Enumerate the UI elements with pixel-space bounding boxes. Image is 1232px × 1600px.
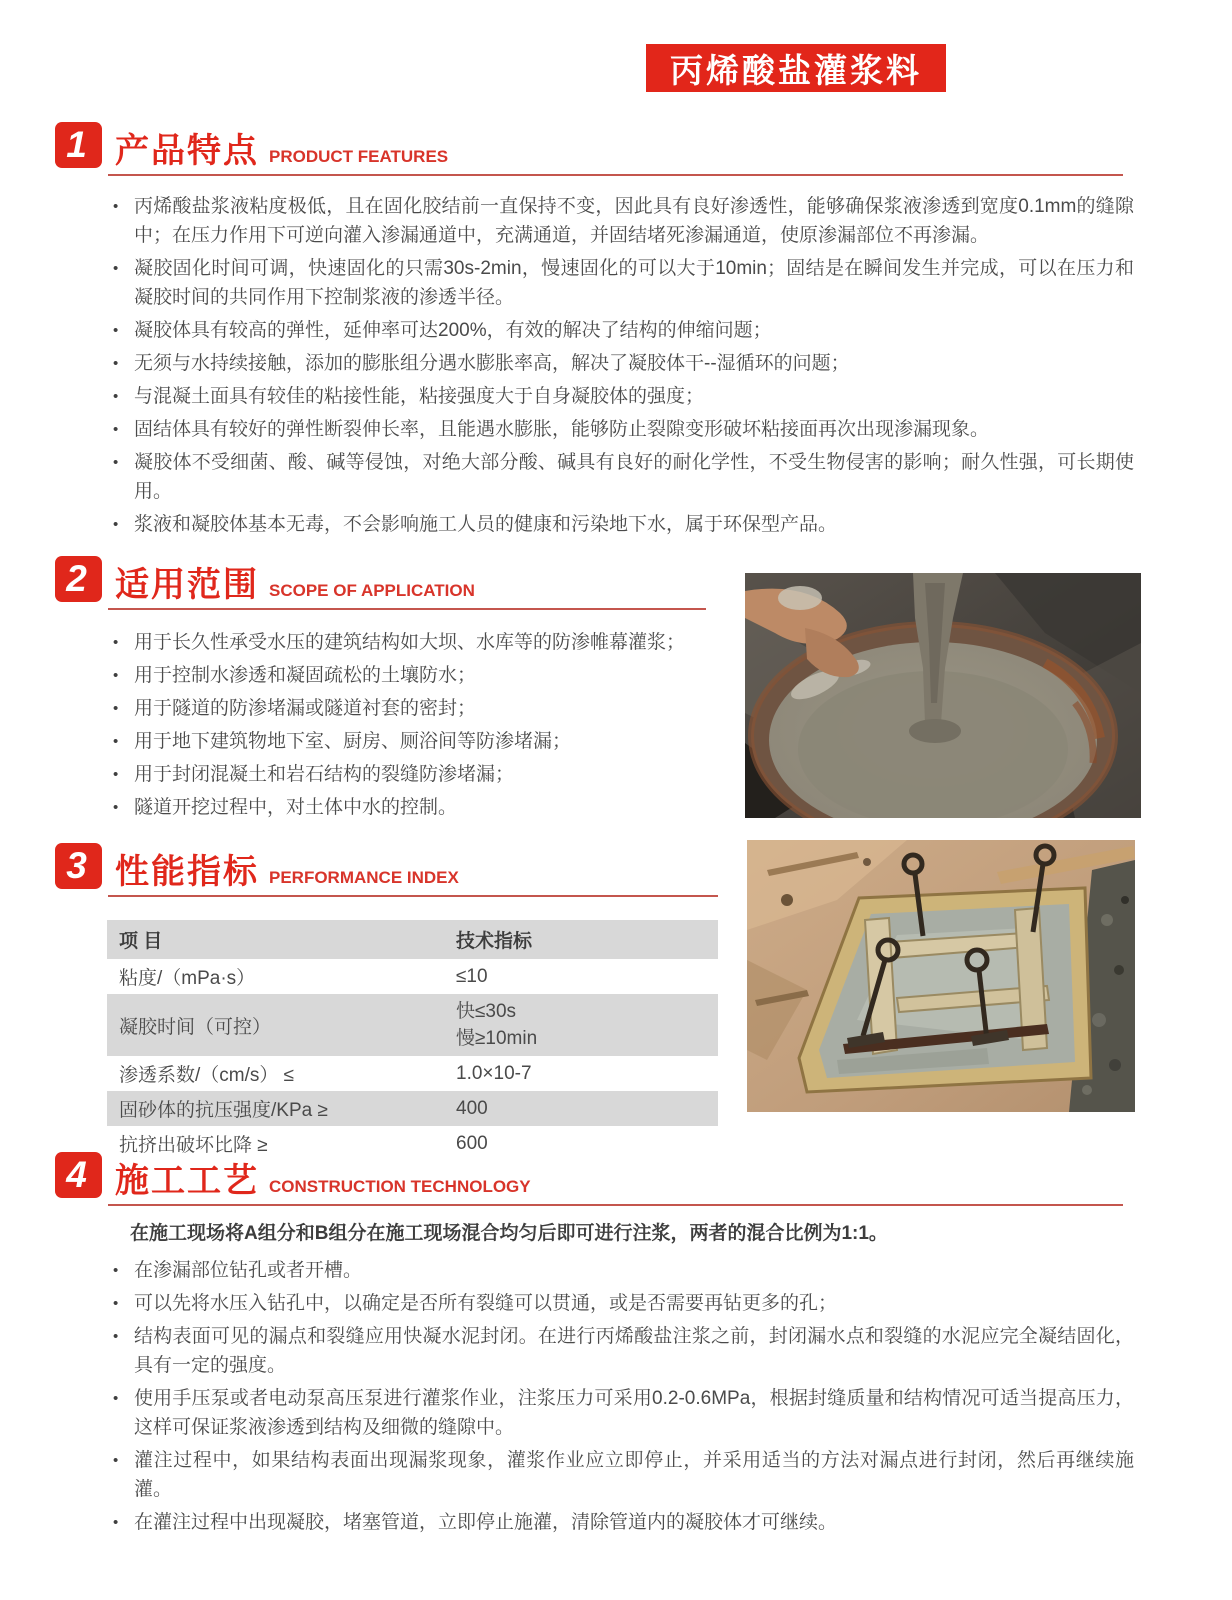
spec-table [107, 920, 718, 1161]
section-title-en: PERFORMANCE INDEX [269, 868, 459, 887]
section-title-en: SCOPE OF APPLICATION [269, 581, 475, 600]
list-item: • 用于隧道的防渗堵漏或隧道衬套的密封； [107, 694, 734, 723]
section-number-badge: 4 [55, 1152, 102, 1198]
section-underline [108, 608, 706, 610]
list-item: • 用于控制水渗透和凝固疏松的土壤防水； [107, 661, 734, 690]
section-construction-technology [55, 1152, 1134, 1541]
table-row: 固砂体的抗压强度/KPa ≥ 400 [107, 1091, 718, 1126]
list-item: • 丙烯酸盐浆液粘度极低，且在固化胶结前一直保持不变，因此具有良好渗透性，能够确保浆液渗透到宽度0.1mm的缝隙中；在压力作用下可逆向灌入渗漏通道中，充满通道，并固结堵死渗漏通道，使原渗漏部位不再渗漏。 [107, 192, 1134, 250]
section-number-badge: 2 [55, 556, 102, 602]
feature-list [107, 192, 1134, 539]
section-header [55, 122, 1130, 168]
section-title-zh: 施工工艺 [115, 1162, 259, 1200]
section-underline [108, 1204, 1123, 1206]
section-title-zh: 适用范围 [115, 566, 259, 604]
table-row: 渗透系数/（cm/s） ≤ 1.0×10-7 [119, 1062, 532, 1086]
list-item: • 固结体具有较好的弹性断裂伸长率，且能遇水膨胀，能够防止裂隙变形破坏粘接面再次出现渗漏现象。 [107, 415, 1134, 444]
section-number-badge: 1 [55, 122, 102, 168]
list-item: • 隧道开挖过程中，对土体中水的控制。 [107, 793, 734, 822]
mixing-ratio-note: 在施工现场将A组分和B组分在施工现场混合均匀后即可进行注浆，两者的混合比例为1:1。 [130, 1223, 888, 1244]
list-item: • 与混凝土面具有较佳的粘接性能，粘接强度大于自身凝胶体的强度； [107, 382, 1134, 411]
formwork-grouting-photo [747, 840, 1135, 1112]
section-number-badge: 3 [55, 843, 102, 889]
table-row: 抗挤出破坏比降 ≥ 600 [119, 1132, 488, 1156]
construction-steps-list [107, 1256, 1134, 1537]
section-title-zh: 产品特点 [115, 132, 259, 170]
section-title-zh: 性能指标 [115, 853, 259, 891]
list-item: • 无须与水持续接触，添加的膨胀组分遇水膨胀率高，解决了凝胶体干--湿循环的问题； [107, 349, 1134, 378]
section-underline [108, 895, 718, 897]
section-underline [108, 174, 1123, 176]
list-item: • 凝胶体不受细菌、酸、碱等侵蚀，对绝大部分酸、碱具有良好的耐化学性，不受生物侵害的影响；耐久性强，可长期使用。 [107, 448, 1134, 506]
list-item: • 使用手压泵或者电动泵高压泵进行灌浆作业，注浆压力可采用0.2-0.6MPa，根据封缝质量和结构情况可适当提高压力，这样可保证浆液渗透到结构及细微的缝隙中。 [107, 1384, 1134, 1442]
grout-mixing-photo [745, 573, 1141, 818]
section-product-features [55, 122, 1134, 543]
product-title-banner: 丙烯酸盐灌浆料 [646, 44, 946, 92]
list-item: • 结构表面可见的漏点和裂缝应用快凝水泥封闭。在进行丙烯酸盐注浆之前，封闭漏水点和裂缝的水泥应完全凝结固化，具有一定的强度。 [107, 1322, 1134, 1380]
col-header-item: 项 目 [119, 931, 163, 952]
col-header-index: 技术指标 [456, 931, 533, 952]
list-item: • 灌注过程中，如果结构表面出现漏浆现象，灌浆作业应立即停止，并采用适当的方法对漏点进行封闭，然后再继续施灌。 [107, 1446, 1134, 1504]
list-item: • 在渗漏部位钻孔或者开槽。 [107, 1256, 1134, 1285]
table-row: 凝胶时间（可控） 快≤30s 慢≥10min [107, 994, 718, 1056]
table-header-row [107, 920, 718, 959]
list-item: • 用于长久性承受水压的建筑结构如大坝、水库等的防渗帷幕灌浆； [107, 628, 734, 657]
list-item: • 用于封闭混凝土和岩石结构的裂缝防渗堵漏； [107, 760, 734, 789]
section-title-en: PRODUCT FEATURES [269, 147, 449, 166]
list-item: • 在灌注过程中出现凝胶，堵塞管道，立即停止施灌，清除管道内的凝胶体才可继续。 [107, 1508, 1134, 1537]
list-item: • 用于地下建筑物地下室、厨房、厕浴间等防渗堵漏； [107, 727, 734, 756]
section-header [55, 1152, 1130, 1198]
list-item: • 凝胶固化时间可调，快速固化的只需30s-2min，慢速固化的可以大于10min；固结是在瞬间发生并完成，可以在压力和凝胶时间的共同作用下控制浆液的渗透半径。 [107, 254, 1134, 312]
table-row: 粘度/（mPa·s） ≤10 [119, 965, 488, 989]
section-title-en: CONSTRUCTION TECHNOLOGY [269, 1177, 531, 1196]
list-item: • 可以先将水压入钻孔中，以确定是否所有裂缝可以贯通，或是否需要再钻更多的孔； [107, 1289, 1134, 1318]
list-item: • 凝胶体具有较高的弹性，延伸率可达200%，有效的解决了结构的伸缩问题； [107, 316, 1134, 345]
list-item: • 浆液和凝胶体基本无毒，不会影响施工人员的健康和污染地下水，属于环保型产品。 [107, 510, 1134, 539]
